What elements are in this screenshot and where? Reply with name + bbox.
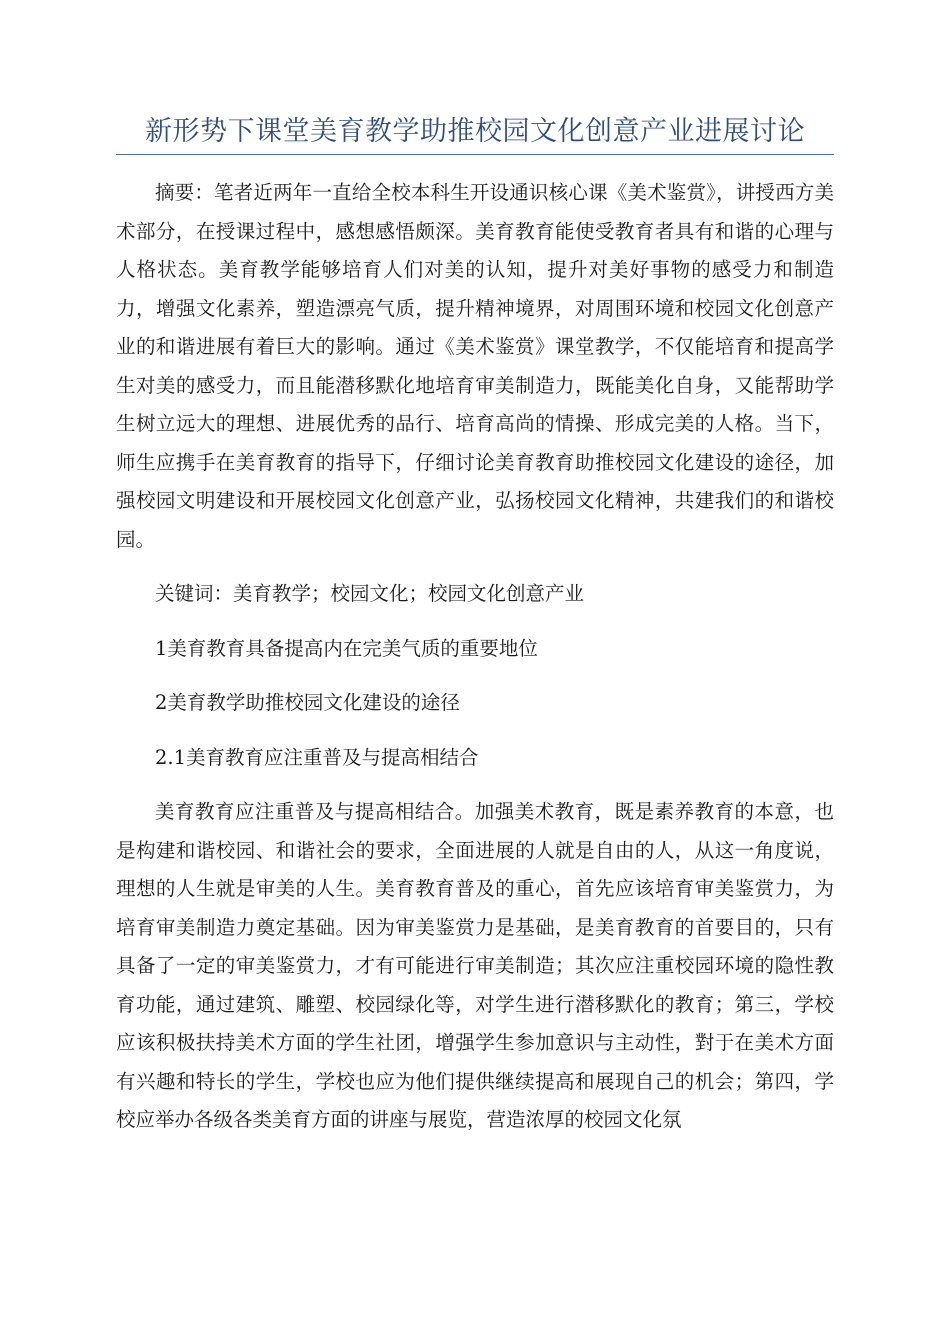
document-title: 新形势下课堂美育教学助推校园文化创意产业进展讨论 [145, 116, 805, 147]
document-body [116, 174, 834, 1156]
body-paragraph: 美育教育应注重普及与提高相结合。加强美术教育，既是素养教育的本意，也是构建和谐校园、和谐社会的要求，全面进展的人就是自由的人，从这一角度说，理想的人生就是审美的人生。美育教育普及的重心，首先应该培育审美鉴赏力，为培育审美制造力奠定基础。因为审美鉴赏力是基础，是美育教育的首要目的，只有具备了一定的审美鉴赏力，才有可能进行审美制造；其次应注重校园环境的隐性教育功能，通过建筑、雕塑、校园绿化等，对学生进行潜移默化的教育；第三，学校应该积极扶持美术方面的学生社团，增强学生参加意识与主动性，對于在美术方面有兴趣和特长的学生，学校也应为他们提供继续提高和展现自己的机会；第四，学校应举办各级各类美育方面的讲座与展览，营造浓厚的校园文化氛 [116, 800, 834, 1131]
keywords-line: 关键词：美育教学；校园文化；校园文化创意产业 [155, 582, 585, 605]
title-underline [116, 154, 834, 155]
subsection-heading-2-1: 2.1美育教育应注重普及与提高相结合 [155, 745, 479, 769]
section-heading-2: 2美育教学助推校园文化建设的途径 [155, 691, 460, 714]
abstract-paragraph: 摘要：笔者近两年一直给全校本科生开设通识核心课《美术鉴赏》，讲授西方美术部分，在授课过程中，感想感悟颇深。美育教育能使受教育者具有和谐的心理与人格状态。美育教学能够培育人们对美的认知，提升对美好事物的感受力和制造力，增强文化素养，塑造漂亮气质，提升精神境界，对周围环境和校园文化创意产业的和谐进展有着巨大的影响。通过《美术鉴赏》课堂教学，不仅能培育和提高学生对美的感受力，而且能潜移默化地培育审美制造力，既能美化自身，又能帮助学生树立远大的理想、进展优秀的品行、培育高尚的情操、形成完美的人格。当下，师生应携手在美育教育的指导下，仔细讨论美育教育助推校园文化建设的途径，加强校园文明建设和开展校园文化创意产业，弘扬校园文化精神，共建我们的和谐校园。 [116, 181, 834, 551]
section-heading-1: 1美育教育具备提高内在完美气质的重要地位 [155, 636, 538, 660]
